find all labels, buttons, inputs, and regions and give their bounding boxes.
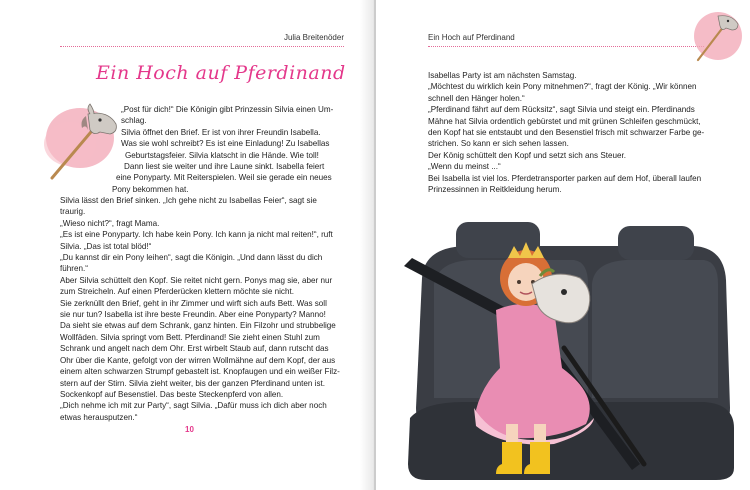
text-line: Schrank und angelt nach dem Ohr. Erst wirbelt Staub auf, dann rutscht das [60, 344, 329, 354]
opening-paragraph [112, 104, 334, 195]
text-line: „Wieso nicht?“, fragt Mama. [60, 218, 160, 228]
text-line: Dann liest sie weiter und ihre Laune sinkt. Isabella feiert [124, 162, 325, 172]
text-line: Mähne hat Silvia ordentlich gebürstet und mit grünen Schleifen geschmückt, [428, 116, 701, 126]
text-line: Prinzessinnen in Reitkleidung herum. [428, 185, 562, 195]
text-line: Silvia. „Das ist total blöd!“ [60, 241, 152, 251]
text-line: traurig. [60, 207, 86, 217]
body-text [428, 70, 704, 195]
text-line: etwas herausputzen.“ [60, 412, 138, 422]
text-line: Sockenkopf auf Besenstiel. Das beste Steckenpferd von allen. [60, 389, 284, 399]
chapter-title: Ein Hoch auf Pferdinand [96, 62, 346, 84]
hobby-horse-illustration [30, 100, 122, 182]
running-head-author: Julia Breitenöder [283, 33, 344, 42]
text-line: sie nur tun? Isabella ist ihre beste Freundin. Aber eine Ponyparty? Manno! [60, 310, 326, 320]
text-line: Da sieht sie etwas auf dem Schrank, ganz hinten. Ein Filzohr und strubbelige [60, 321, 336, 331]
text-line: Isabellas Party ist am nächsten Samstag. [428, 71, 577, 80]
text-line: Bei Isabella ist viel los. Pferdetransporter parken auf dem Hof, überall laufen [428, 173, 702, 183]
text-line: Silvia öffnet den Brief. Er ist von ihrer Freundin Isabella. [121, 127, 321, 137]
text-line: Der König schüttelt den Kopf und setzt sich ans Steuer. [428, 150, 626, 160]
text-line: „Es ist eine Ponyparty. Ich habe kein Pony. Ich kann ja nicht mal reiten!“, ruft [60, 230, 333, 240]
text-line: den Kopf hat sie entstaubt und den Besenstiel frisch mit schwarzer Farbe ge- [428, 128, 705, 138]
header-dotted-rule [60, 46, 344, 47]
running-head-chapter: Ein Hoch auf Pferdinand [428, 33, 515, 42]
corner-hobby-horse-icon [688, 6, 744, 64]
text-line: „Wenn du meinst ...“ [428, 162, 501, 172]
text-line: zum Streicheln. Auf einen Pferderücken klettern möchte sie nicht. [60, 287, 294, 297]
text-line: stern auf der Stirn. Silvia zieht weiter, bis der ganzen Pferdinand unten ist. [60, 378, 325, 388]
text-line: „Dich nehme ich mit zur Party“, sagt Silvia. „Dafür muss ich dich aber noch [60, 401, 327, 411]
text-line: Sie zerknüllt den Brief, geht in ihr Zimmer und wirft sich aufs Bett. Was soll [60, 298, 327, 308]
text-line: strichen. So kann er sich sehen lassen. [428, 139, 569, 149]
text-line: Geburtstagsfeier. Silvia klatscht in die Hände. Wie toll! [125, 150, 319, 160]
text-line: führen.“ [60, 264, 88, 274]
text-line: Was sie wohl schreibt? Es ist eine Einladung! Zu Isabellas [121, 139, 330, 149]
princess-car-seat-illustration [404, 218, 738, 480]
text-line: Pony bekommen hat. [112, 184, 189, 194]
left-page [0, 0, 374, 490]
text-line: „Post für dich!“ Die Königin gibt Prinzessin Silvia einen Um- [121, 105, 334, 114]
page-number: 10 [185, 425, 194, 434]
text-line: Ohr über die Kante, gefolgt von der wirren Wollmähne auf dem Kopf, der aus [60, 355, 336, 365]
text-line: einem alten schwarzen Strumpf gebastelt ist. Knopfaugen und ein weißer Filz- [60, 367, 340, 377]
text-line: „Pferdinand fährt auf dem Rücksitz“, sagt Silvia und steigt ein. Pferdinands [428, 105, 695, 115]
header-dotted-rule [428, 46, 704, 47]
text-line: schnell den Hänger holen.“ [428, 93, 525, 103]
text-line: eine Ponyparty. Mit Reiterspielen. Weil sie gerade ein neues [116, 173, 332, 183]
body-text [60, 195, 340, 423]
text-line: „Möchtest du wirklich kein Pony mitnehmen?“, fragt der König. „Wir können [428, 82, 697, 92]
text-line: „Du kannst dir ein Pony leihen“, sagt die Königin. „Und dann lässt du dich [60, 253, 323, 263]
text-line: Silvia lässt den Brief sinken. „Ich gehe nicht zu Isabellas Feier“, sagt sie [60, 196, 317, 205]
text-line: Aber Silvia schüttelt den Kopf. Sie reitet nicht gern. Ponys mag sie, aber nur [60, 275, 333, 285]
text-line: schlag. [121, 116, 147, 126]
text-line: Wollfäden. Silvia springt vom Bett. Pferdinand! Sie zieht einen Stuhl zum [60, 332, 320, 342]
